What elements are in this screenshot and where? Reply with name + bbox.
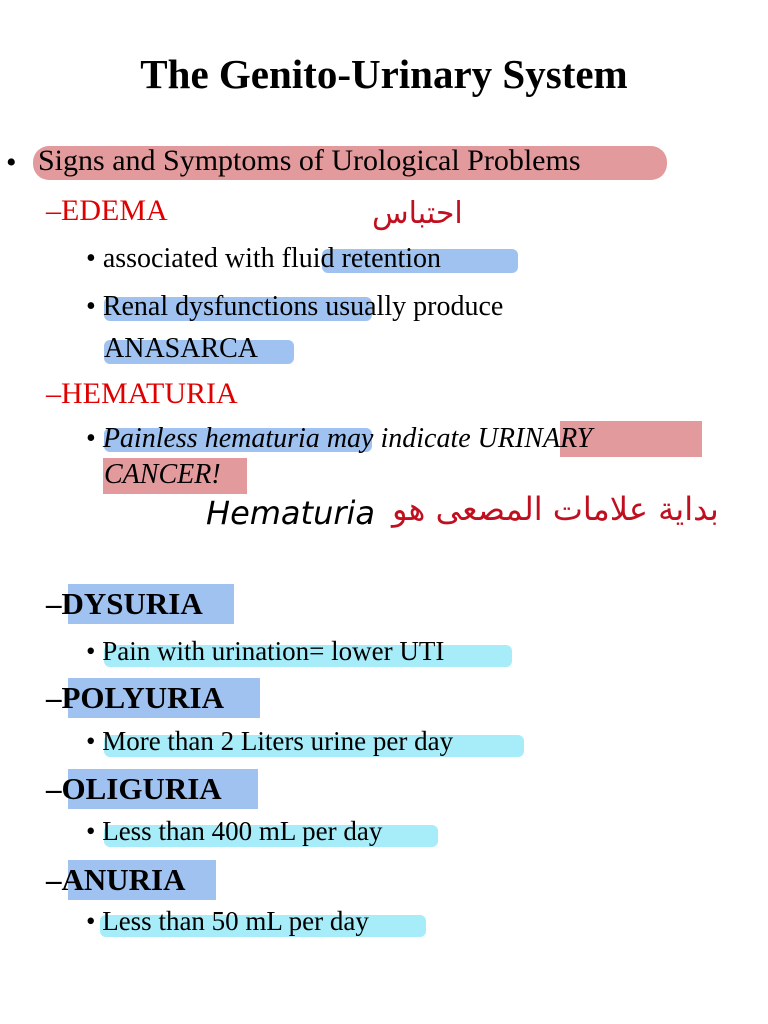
oliguria-desc: • Less than 400 mL per day: [86, 816, 383, 846]
bullet-marker: •: [6, 146, 17, 179]
anuria-desc: • Less than 50 mL per day: [86, 906, 369, 936]
page-title: The Genito-Urinary System: [140, 51, 628, 97]
main-bullet-text: Signs and Symptoms of Urological Problems: [38, 144, 581, 177]
handwritten-note-english: Hematuria: [206, 494, 376, 532]
hematuria-item-line2: CANCER!: [104, 459, 221, 490]
polyuria-desc: • More than 2 Liters urine per day: [86, 726, 454, 756]
edema-heading: –EDEMA: [46, 194, 168, 227]
dysuria-desc: • Pain with urination= lower UTI: [86, 636, 445, 666]
edema-item-2-line2: ANASARCA: [104, 333, 259, 364]
dysuria-heading: –DYSURIA: [46, 586, 203, 621]
anuria-heading: –ANURIA: [46, 862, 186, 897]
handwritten-note-arabic: احتباس: [372, 196, 463, 231]
edema-item-1: • associated with fluid retention: [86, 243, 442, 274]
handwritten-note-arabic: بداية علامات المصعى هو: [392, 490, 719, 528]
hematuria-heading: –HEMATURIA: [46, 377, 238, 410]
polyuria-heading: –POLYURIA: [46, 680, 224, 715]
edema-item-2: • Renal dysfunctions usually produce: [86, 291, 504, 322]
oliguria-heading: –OLIGURIA: [46, 771, 222, 806]
hematuria-item: • Painless hematuria may indicate URINARY: [86, 423, 593, 454]
